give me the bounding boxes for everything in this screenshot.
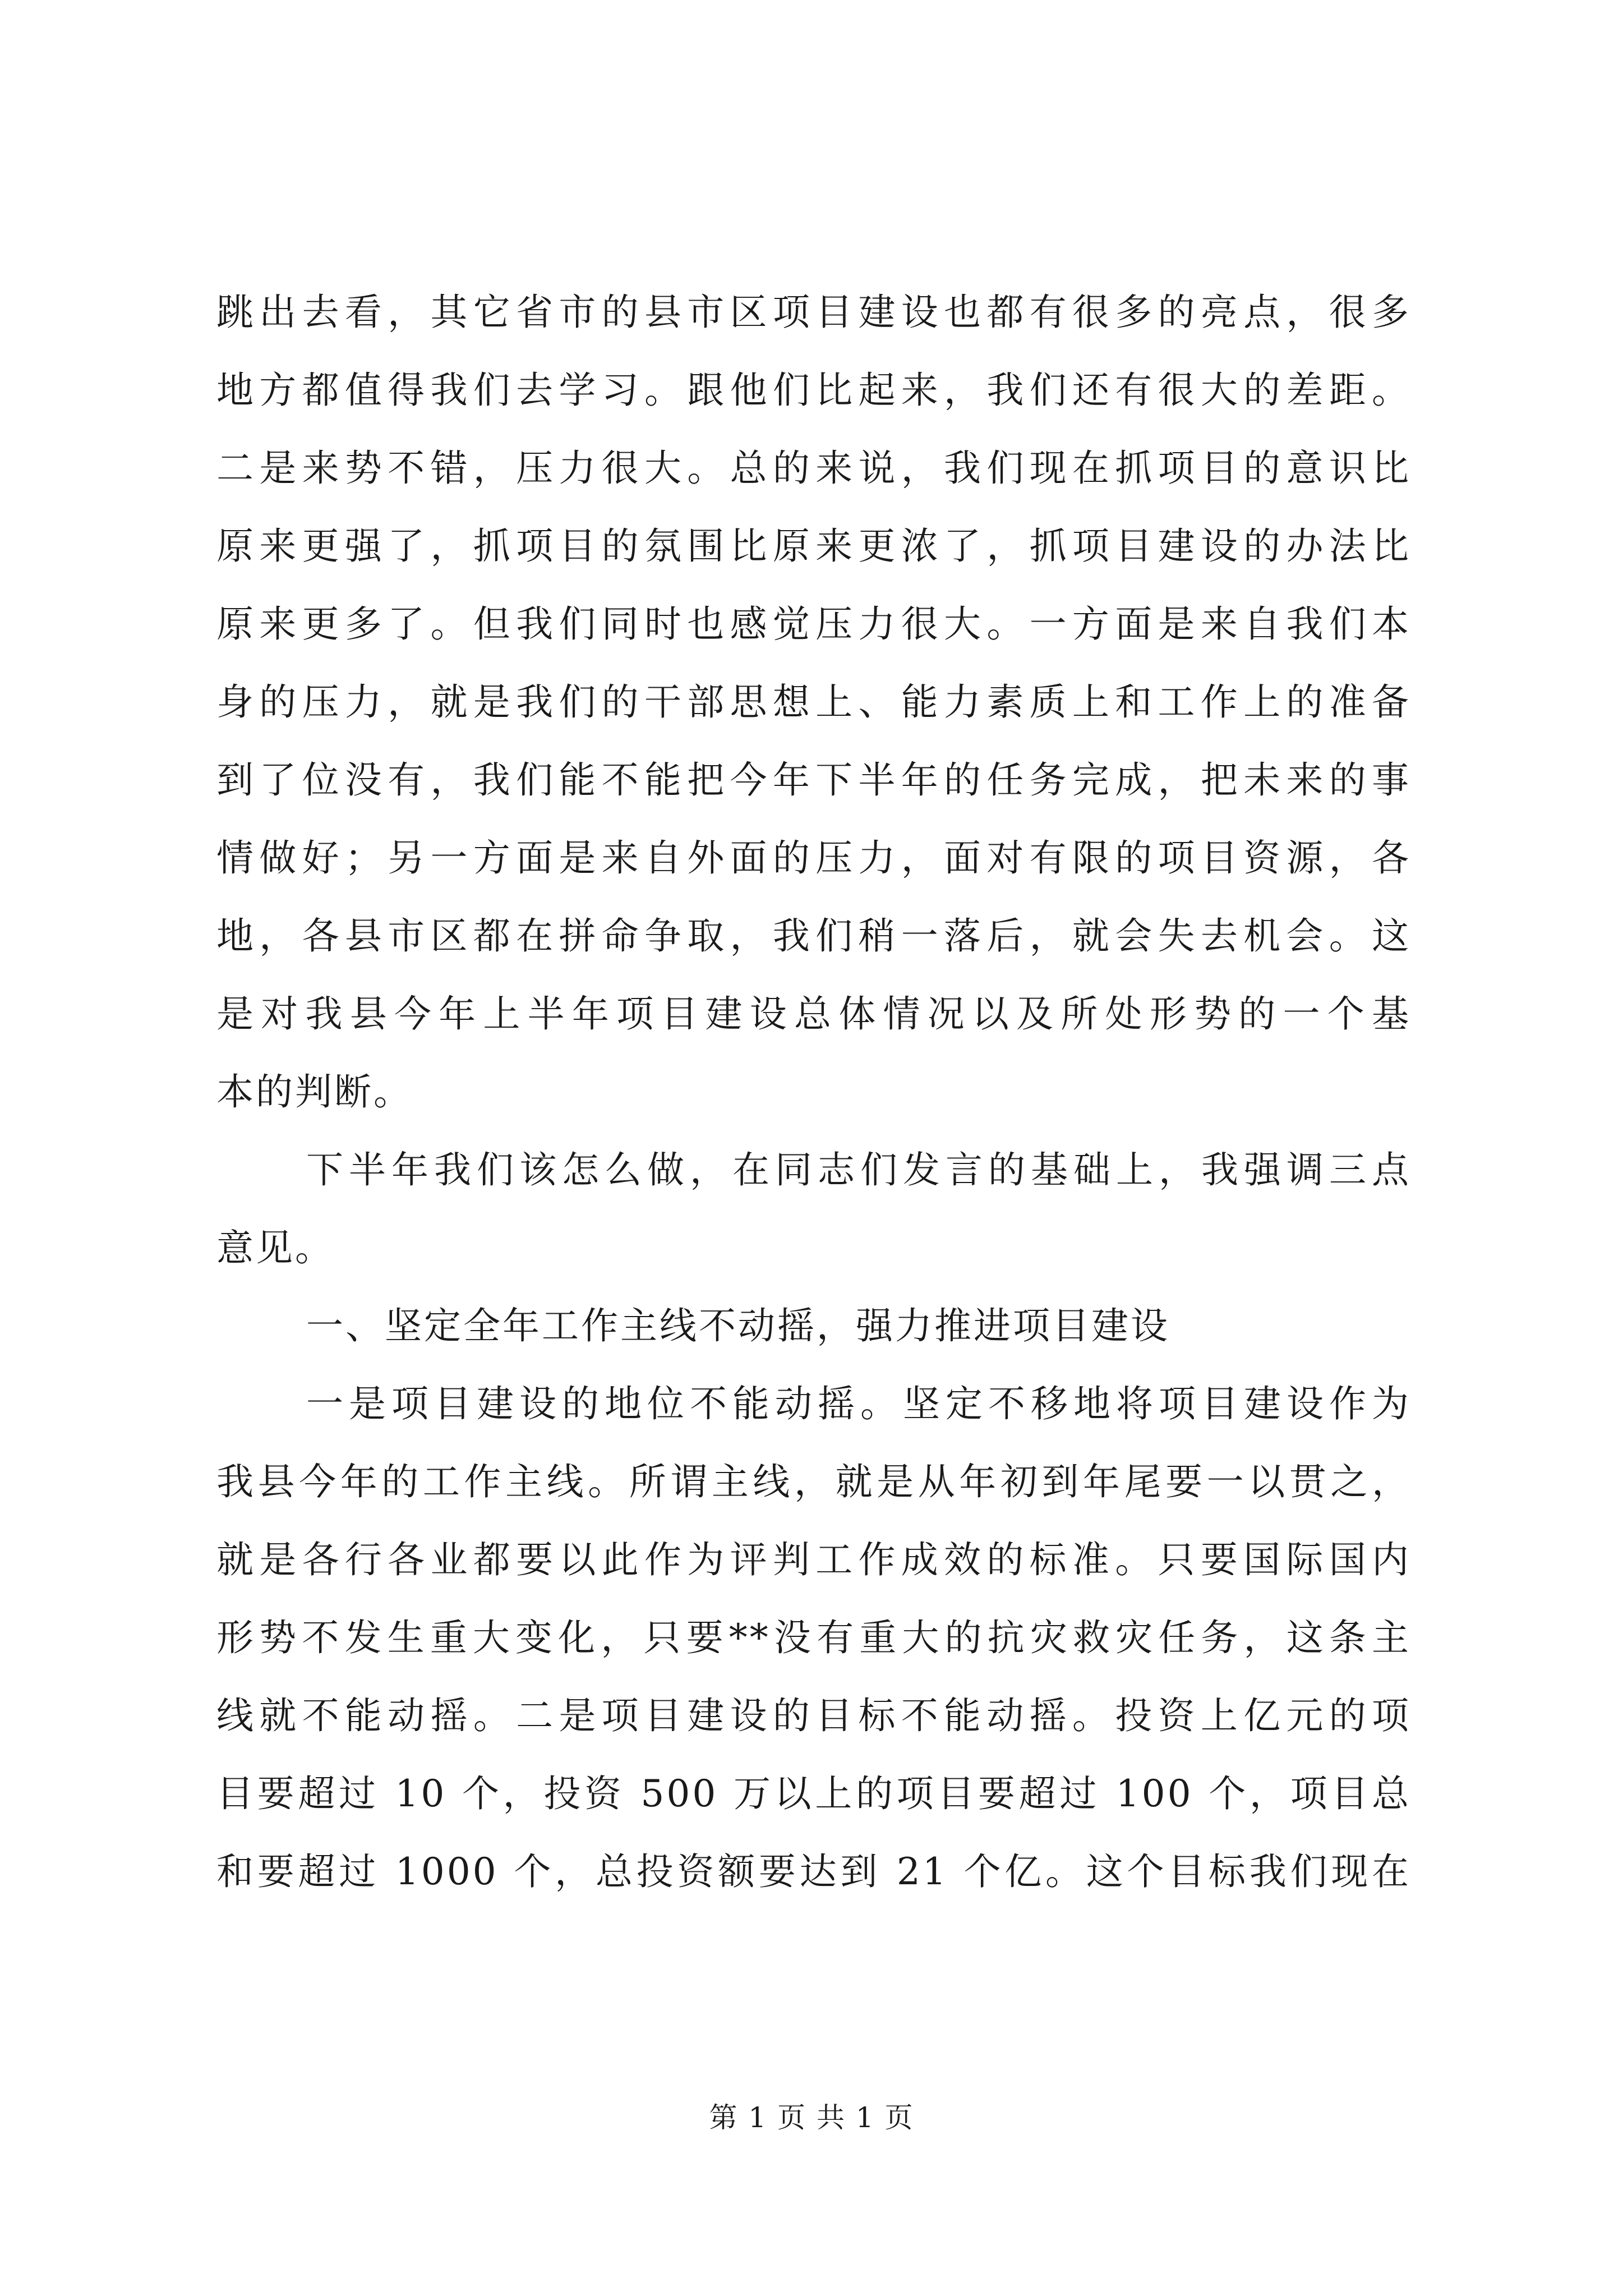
page-footer: 第 1 页 共 1 页 xyxy=(709,2101,914,2134)
body-text-line: 线就不能动摇。二是项目建设的目标不能动摇。投资上亿元的项 xyxy=(216,1694,1411,1737)
paragraph-first-line: 一是项目建设的地位不能动摇。坚定不移地将项目建设作为 xyxy=(306,1382,1411,1425)
body-text-line: 二是来势不错，压力很大。总的来说，我们现在抓项目的意识比 xyxy=(216,447,1411,490)
body-text-line: 形势不发生重大变化，只要**没有重大的抗灾救灾任务，这条主 xyxy=(216,1616,1411,1659)
body-text-line: 和要超过 1000 个，总投资额要达到 21 个亿。这个目标我们现在 xyxy=(216,1850,1411,1893)
body-text-line: 是对我县今年上半年项目建设总体情况以及所处形势的一个基 xyxy=(216,992,1411,1036)
body-text-line: 我县今年的工作主线。所谓主线，就是从年初到年尾要一以贯之， xyxy=(216,1460,1411,1503)
body-text-line: 到了位没有，我们能不能把今年下半年的任务完成，把未来的事 xyxy=(216,758,1411,802)
body-text-line: 原来更强了，抓项目的氛围比原来更浓了，抓项目建设的办法比 xyxy=(216,524,1411,568)
body-text-line: 就是各行各业都要以此作为评判工作成效的标准。只要国际国内 xyxy=(216,1538,1411,1581)
section-heading: 一、坚定全年工作主线不动摇，强力推进项目建设 xyxy=(306,1304,1170,1347)
body-text-line: 本的判断。 xyxy=(216,1070,413,1114)
body-text-line: 跳出去看，其它省市的县市区项目建设也都有很多的亮点，很多 xyxy=(216,291,1411,334)
body-text-line: 地方都值得我们去学习。跟他们比起来，我们还有很大的差距。 xyxy=(216,369,1411,412)
body-text-line: 意见。 xyxy=(216,1226,334,1269)
body-text-line: 原来更多了。但我们同时也感觉压力很大。一方面是来自我们本 xyxy=(216,602,1411,646)
paragraph-first-line: 下半年我们该怎么做，在同志们发言的基础上，我强调三点 xyxy=(306,1148,1411,1191)
body-text-line: 情做好；另一方面是来自外面的压力，面对有限的项目资源，各 xyxy=(216,836,1411,880)
body-text-line: 目要超过 10 个，投资 500 万以上的项目要超过 100 个，项目总 xyxy=(216,1772,1411,1815)
body-text-line: 地，各县市区都在拼命争取，我们稍一落后，就会失去机会。这 xyxy=(216,914,1411,958)
body-text-line: 身的压力，就是我们的干部思想上、能力素质上和工作上的准备 xyxy=(216,680,1411,724)
